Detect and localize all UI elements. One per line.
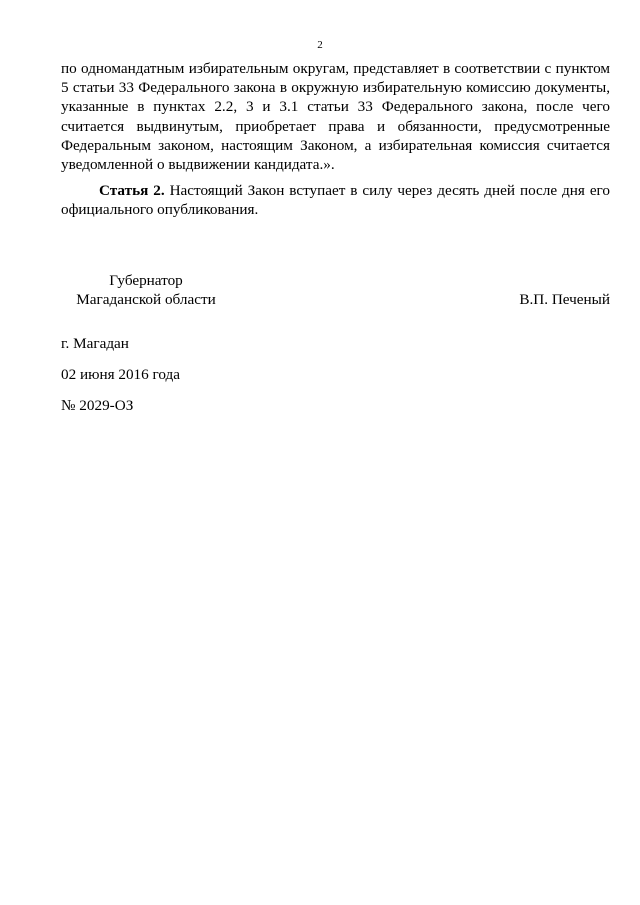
signatory-name: В.П. Печеный [519, 291, 610, 308]
signatory-title-line-2: Магаданской области [76, 291, 216, 309]
document-city: г. Магадан [61, 335, 129, 352]
signatory-title-line-1: Губернатор [109, 272, 183, 289]
article-label: Статья 2. [99, 182, 165, 199]
document-number: № 2029-ОЗ [61, 397, 134, 414]
signatory-title [61, 271, 231, 309]
document-date: 02 июня 2016 года [61, 366, 181, 383]
paragraph-continuation: по одномандатным избирательным округам, представляет в соответствии с пунктом 5 статьи 33 Федерального закона в окружную избирательную комиссию документы, указанные в пунктах 2.2, 3 и 3.1 статьи 33 Федерального закона, после чего считается выдвинутым, приобретает права и обязанности, предусмотренные Федеральным законом, настоящим Законом, а избирательная комиссия считается уведомленной о выдвижении кандидата.». [61, 60, 610, 174]
page-number: 2 [317, 39, 323, 51]
article-2-paragraph [61, 181, 610, 219]
article-text: Настоящий Закон вступает в силу через десять дней после дня его официального опубликования. [61, 182, 611, 219]
